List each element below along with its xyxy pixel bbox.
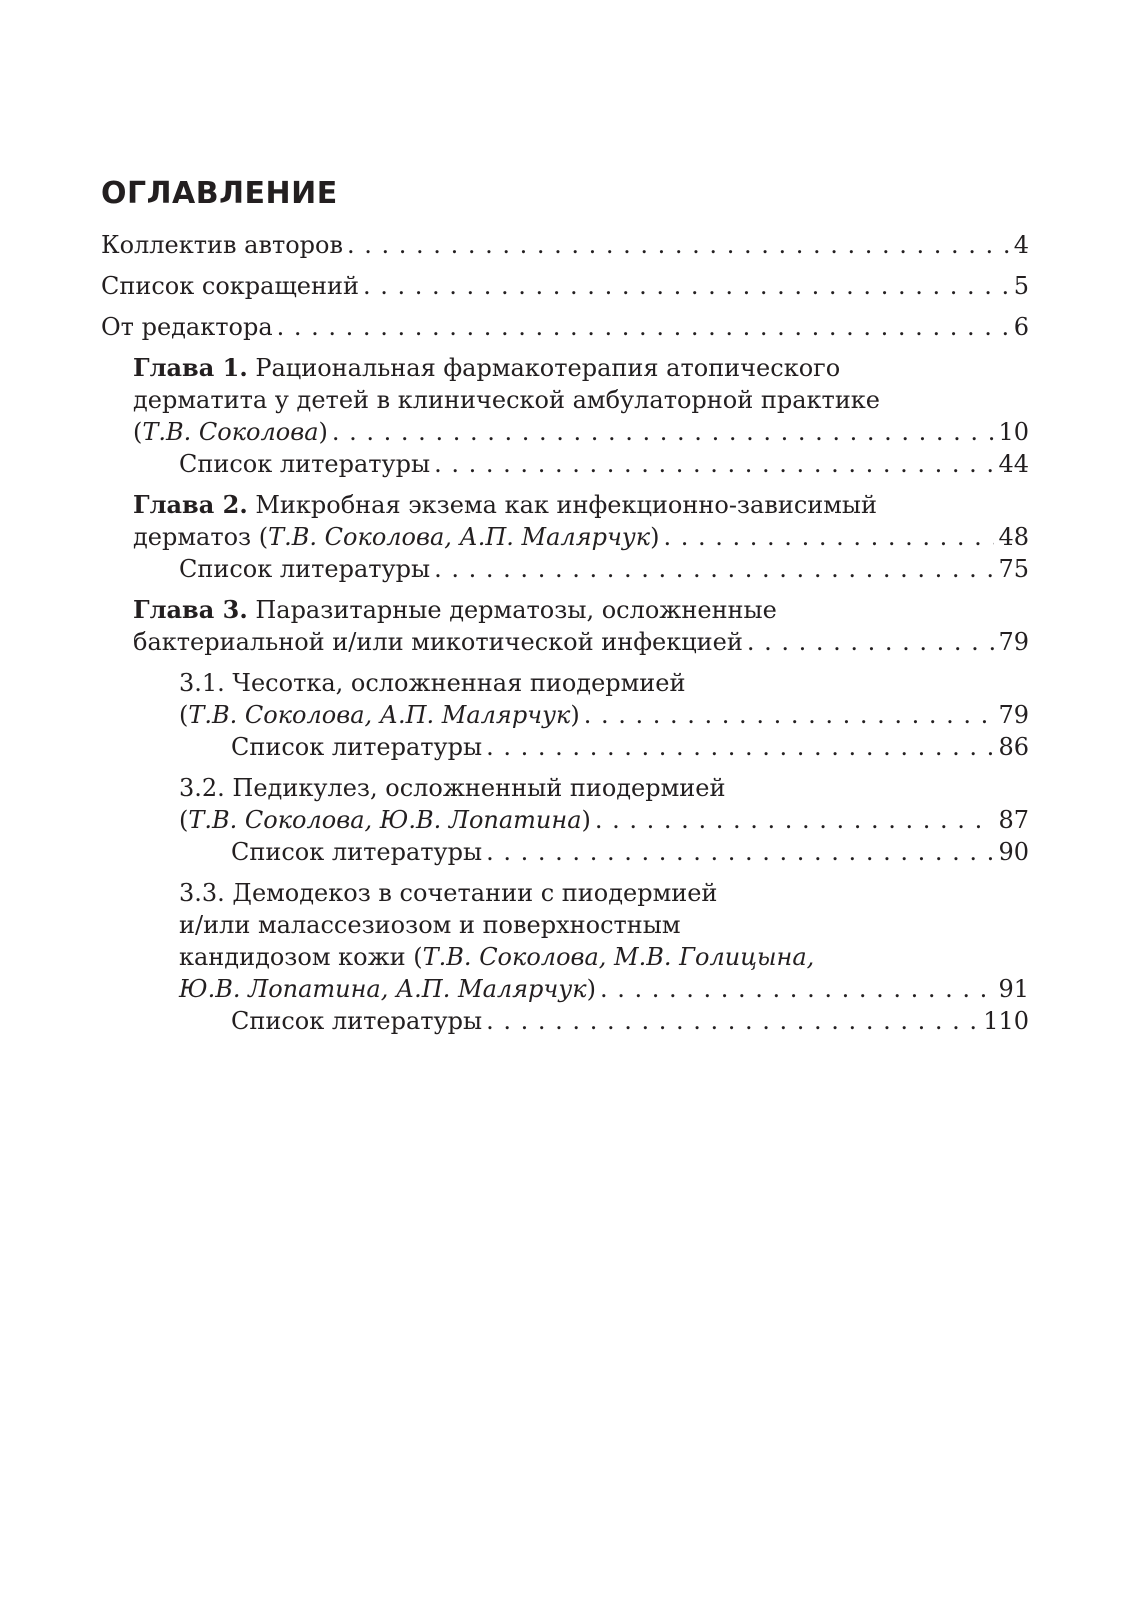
toc-list xyxy=(101,229,1029,1037)
toc-entry-title: Список сокращений xyxy=(101,272,359,300)
dot-leader xyxy=(664,521,995,553)
section-author: Т.В. Соколова, Ю.В. Лопатина xyxy=(188,806,582,834)
toc-section-3-3-line4[interactable] xyxy=(101,973,1029,1005)
references-title: Список литературы xyxy=(231,838,483,866)
toc-entry-authors[interactable] xyxy=(101,229,1029,261)
references-title: Список литературы xyxy=(179,555,431,583)
paren: ) xyxy=(650,523,660,551)
chapter-title: Рациональная фармакотерапия атопического xyxy=(255,354,841,382)
page-number: 86 xyxy=(998,733,1029,761)
page-number: 10 xyxy=(998,418,1029,446)
toc-section-3-2-references[interactable] xyxy=(101,836,1029,868)
dot-leader xyxy=(434,553,994,585)
dot-leader xyxy=(277,311,1010,343)
toc-chapter-1-references[interactable] xyxy=(101,448,1029,480)
toc-entry-title: От редактора xyxy=(101,313,273,341)
chapter-author: Т.В. Соколова xyxy=(142,418,319,446)
paren: ) xyxy=(581,806,591,834)
toc-chapter-3-line1[interactable] xyxy=(101,594,1029,626)
section-author: Т.В. Соколова, М.В. Голицына, xyxy=(422,943,815,971)
dot-leader xyxy=(347,229,1010,261)
chapter-title: Микробная экзема как инфекционно-зависимый xyxy=(255,491,878,519)
page-number: 44 xyxy=(998,450,1029,478)
chapter-title: дерматита у детей в клинической амбулаторной практике xyxy=(133,386,881,414)
section-title: 3.1. Чесотка, осложненная пиодермией xyxy=(179,669,686,697)
page-number: 87 xyxy=(998,806,1029,834)
dot-leader xyxy=(434,448,994,480)
toc-chapter-1-line2[interactable] xyxy=(101,384,1029,416)
dot-leader xyxy=(486,1005,979,1037)
page-number: 91 xyxy=(998,975,1029,1003)
toc-chapter-2-line2[interactable] xyxy=(101,521,1029,553)
toc-entry-title: Коллектив авторов xyxy=(101,231,344,259)
page-number: 5 xyxy=(1013,272,1029,300)
paren: ) xyxy=(586,975,596,1003)
toc-section-3-2-line1[interactable] xyxy=(101,772,1029,804)
dot-leader xyxy=(595,804,995,836)
section-title: 3.3. Демодекоз в сочетании с пиодермией xyxy=(179,879,718,907)
page-number: 4 xyxy=(1013,231,1029,259)
toc-chapter-2-references[interactable] xyxy=(101,553,1029,585)
page-number: 79 xyxy=(998,701,1029,729)
dot-leader xyxy=(600,973,994,1005)
section-title: 3.2. Педикулез, осложненный пиодермией xyxy=(179,774,726,802)
section-title: кандидозом кожи ( xyxy=(179,943,423,971)
toc-entry-editor[interactable] xyxy=(101,311,1029,343)
page-number: 6 xyxy=(1013,313,1029,341)
toc-section-3-1-line2[interactable] xyxy=(101,699,1029,731)
chapter-label: Глава 3. xyxy=(133,595,248,624)
toc-section-3-1-line1[interactable] xyxy=(101,667,1029,699)
toc-section-3-3-references[interactable] xyxy=(101,1005,1029,1037)
section-title: и/или малассезиозом и поверхностным xyxy=(179,911,681,939)
toc-chapter-1-line1[interactable] xyxy=(101,352,1029,384)
section-author: Т.В. Соколова, А.П. Малярчук xyxy=(188,701,571,729)
toc-heading: ОГЛАВЛЕНИЕ xyxy=(101,176,338,211)
references-title: Список литературы xyxy=(231,733,483,761)
page-number: 79 xyxy=(998,628,1029,656)
toc-section-3-3-line2[interactable] xyxy=(101,909,1029,941)
paren: ) xyxy=(318,418,328,446)
paren: ( xyxy=(179,806,189,834)
toc-section-3-3-line1[interactable] xyxy=(101,877,1029,909)
page-number: 110 xyxy=(983,1007,1029,1035)
chapter-label: Глава 2. xyxy=(133,490,248,519)
toc-section-3-3-line3[interactable] xyxy=(101,941,1029,973)
chapter-label: Глава 1. xyxy=(133,353,248,382)
dot-leader xyxy=(363,270,1010,302)
toc-chapter-3-line2[interactable] xyxy=(101,626,1029,658)
paren: ) xyxy=(570,701,580,729)
paren: ( xyxy=(179,701,189,729)
page-number: 48 xyxy=(998,523,1029,551)
references-title: Список литературы xyxy=(179,450,431,478)
paren: ( xyxy=(133,418,143,446)
chapter-title: дерматоз ( xyxy=(133,523,269,551)
toc-chapter-2-line1[interactable] xyxy=(101,489,1029,521)
section-author: Ю.В. Лопатина, А.П. Малярчук xyxy=(179,975,587,1003)
page-number: 90 xyxy=(998,838,1029,866)
toc-section-3-2-line2[interactable] xyxy=(101,804,1029,836)
page-number: 75 xyxy=(998,555,1029,583)
dot-leader xyxy=(584,699,995,731)
references-title: Список литературы xyxy=(231,1007,483,1035)
dot-leader xyxy=(486,731,994,763)
chapter-title: Паразитарные дерматозы, осложненные xyxy=(255,596,777,624)
chapter-title: бактериальной и/или микотической инфекцией xyxy=(133,628,743,656)
toc-section-3-1-references[interactable] xyxy=(101,731,1029,763)
chapter-author: Т.В. Соколова, А.П. Малярчук xyxy=(268,523,651,551)
dot-leader xyxy=(747,626,995,658)
dot-leader xyxy=(332,416,995,448)
dot-leader xyxy=(486,836,994,868)
toc-chapter-1-line3[interactable] xyxy=(101,416,1029,448)
toc-entry-abbreviations[interactable] xyxy=(101,270,1029,302)
